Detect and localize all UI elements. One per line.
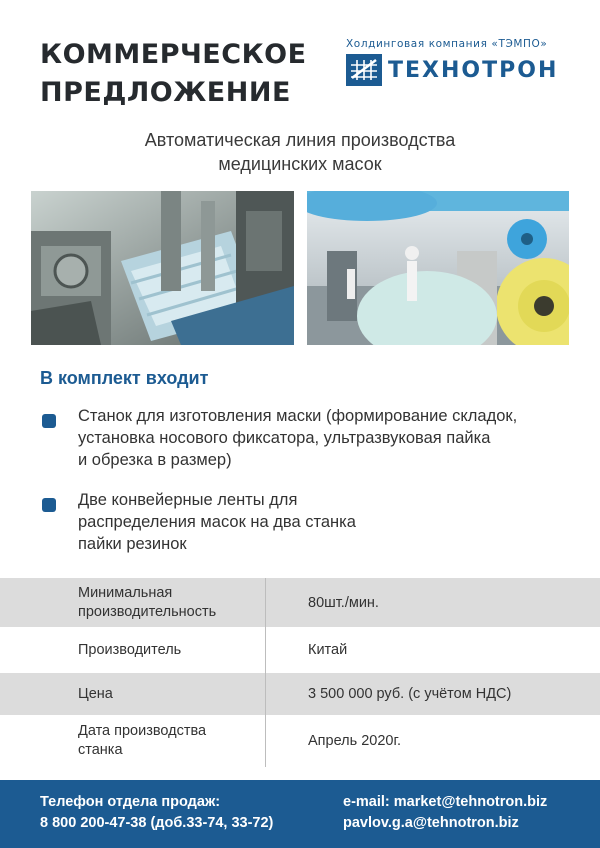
table-row <box>0 673 600 715</box>
phone-number[interactable]: 8 800 200-47-38 (доб.33-74, 33-72) <box>40 815 274 831</box>
email-block <box>343 792 547 834</box>
table-row <box>0 715 600 767</box>
subtitle-line: медицинских масок <box>218 154 382 174</box>
mask-machine-photo <box>31 191 294 345</box>
list-item <box>40 405 570 471</box>
page-title <box>40 36 330 112</box>
list-item <box>40 489 570 555</box>
list-item-line: распределения масок на два станка <box>78 513 356 531</box>
contact-footer <box>0 780 600 848</box>
subtitle-line: Автоматическая линия производства <box>144 130 456 150</box>
spec-table <box>0 578 600 767</box>
email-link-market[interactable]: e-mail: market@tehnotron.biz <box>343 794 548 810</box>
list-item-line: установка носового фиксатора, ультразвуковая пайка <box>78 429 491 447</box>
brand-row <box>346 54 578 86</box>
tehnotron-logo-icon <box>346 54 382 86</box>
list-item-line: и обрезка в размер) <box>78 451 232 469</box>
spec-key <box>0 715 266 767</box>
brand-name: ТЕХНОТРОН <box>388 57 559 83</box>
bullet-square-icon <box>42 498 56 512</box>
list-item-line: пайки резинок <box>78 535 187 553</box>
spec-value: 80шт./мин. <box>308 594 379 611</box>
spec-value: 3 500 000 руб. (с учётом НДС) <box>308 686 512 702</box>
spec-key-line: станка <box>78 742 123 758</box>
phone-block <box>40 792 273 834</box>
mask-machine-image <box>31 191 294 345</box>
table-row <box>0 627 600 673</box>
spec-key-line: Производитель <box>78 641 182 658</box>
conveyor-line-image <box>307 191 569 345</box>
brand-block <box>346 38 578 86</box>
title-line: ПРЕДЛОЖЕНИЕ <box>40 77 291 108</box>
spec-value: Китай <box>308 642 348 658</box>
phone-label: Телефон отдела продаж: <box>40 794 221 810</box>
kit-list <box>40 405 570 573</box>
spec-key <box>0 578 266 627</box>
spec-key-line: Дата производства <box>78 723 207 739</box>
kit-heading: В комплект входит <box>40 368 209 388</box>
list-item-line: Две конвейерные ленты для <box>78 491 298 509</box>
offer-subtitle <box>0 128 600 176</box>
spec-key-line: Цена <box>78 685 113 702</box>
spec-value: Апрель 2020г. <box>308 733 402 749</box>
email-link-pavlov[interactable]: pavlov.g.a@tehnotron.biz <box>343 815 519 831</box>
spec-key-line: производительность <box>78 603 217 620</box>
spec-key <box>0 673 266 715</box>
table-row <box>0 578 600 627</box>
spec-key-line: Минимальная <box>78 584 173 601</box>
list-item-line: Станок для изготовления маски (формирование складок, <box>78 407 518 425</box>
conveyor-line-photo <box>307 191 569 345</box>
brand-subtitle: Холдинговая компания «ТЭМПО» <box>346 38 548 50</box>
spec-key <box>0 627 266 673</box>
bullet-square-icon <box>42 414 56 428</box>
title-line: КОММЕРЧЕСКОЕ <box>40 39 307 70</box>
